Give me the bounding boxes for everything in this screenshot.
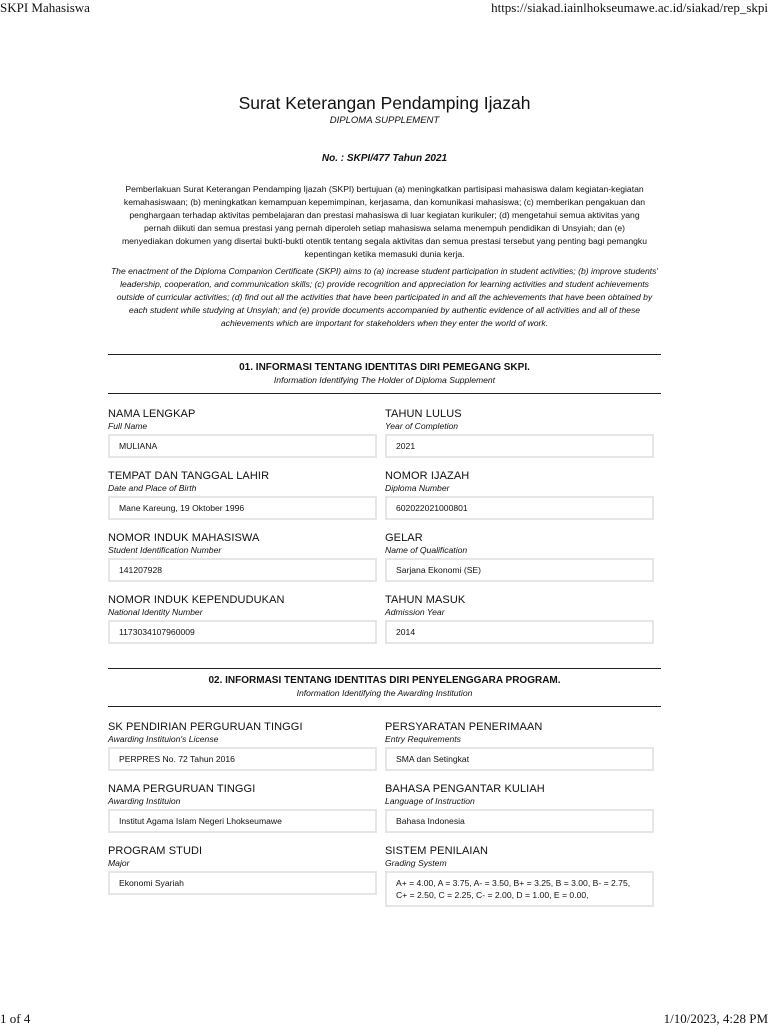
field-label: TAHUN LULUS	[385, 408, 462, 420]
field-value: Institut Agama Islam Negeri Lhokseumawe	[108, 809, 377, 833]
field-label-english: Entry Requirements	[385, 734, 461, 744]
field-value: A+ = 4.00, A = 3.75, A- = 3.50, B+ = 3.25, B = 3.00, B- = 2.75, C+ = 2.50, C = 2.25, C- = 2.00, D = 1.00, E = 0.00,	[385, 871, 654, 907]
field-label-english: Language of Instruction	[385, 796, 475, 806]
field-value: Bahasa Indonesia	[385, 809, 654, 833]
field-label-english: Admission Year	[385, 607, 445, 617]
field-institution-name	[108, 783, 384, 833]
document-number: No. : SKPI/477 Tahun 2021	[321, 153, 448, 164]
field-label-english: Grading System	[385, 858, 447, 868]
field-value: MULIANA	[108, 434, 377, 458]
field-value: 1173034107960009	[108, 620, 377, 644]
field-value: 602022021000801	[385, 496, 654, 520]
field-label: NOMOR INDUK KEPENDUDUKAN	[108, 594, 285, 606]
field-entry-requirements	[385, 721, 661, 771]
field-value: Mane Kareung, 19 Oktober 1996	[108, 496, 377, 520]
print-header-title: SKPI Mahasiswa	[0, 0, 90, 15]
field-birth-place-date	[108, 470, 384, 520]
intro-paragraph-english: The enactment of the Diploma Companion Certificate (SKPI) aims to (a) increase student participation in student activities; (b) improve students' leadership, cooperation, and communication skills; (c) provide recognition and appreciation for learning activities and student achievements outside of curricular activities; (d) find out all the activities that have been participated in and all the achievements that have been obtained by each student while studying at Unsyiah; and (e) provide documents accompanied by authentic evidence of all activities and all of these achievements which are important for stakeholders when they enter the world of work.	[110, 266, 659, 329]
field-value: 2021	[385, 434, 654, 458]
field-label-english: Student Identification Number	[108, 545, 222, 555]
section-2-top-rule	[108, 668, 661, 669]
section-1-top-rule	[108, 354, 661, 355]
field-student-id	[108, 532, 384, 582]
field-label: NOMOR INDUK MAHASISWA	[108, 532, 260, 544]
field-grading-system	[385, 845, 661, 907]
field-label: PERSYARATAN PENERIMAAN	[385, 721, 543, 733]
print-footer-page: 1 of 4	[0, 1011, 31, 1026]
field-value: 141207928	[108, 558, 377, 582]
field-label-english: Name of Qualification	[385, 545, 468, 555]
section-1-subtitle: Information Identifying The Holder of Diploma Supplement	[273, 375, 496, 385]
field-label: PROGRAM STUDI	[108, 845, 203, 857]
field-label-english: Diploma Number	[385, 483, 450, 493]
field-year-of-completion	[385, 408, 661, 458]
field-label-english: Date and Place of Birth	[108, 483, 197, 493]
section-1-title: 01. INFORMASI TENTANG IDENTITAS DIRI PEMEGANG SKPI.	[239, 362, 530, 373]
field-label-english: Full Name	[108, 421, 148, 431]
field-label: GELAR	[385, 532, 423, 544]
section-2-subtitle: Information Identifying the Awarding Institution	[296, 688, 473, 698]
field-major	[108, 845, 384, 895]
section-2-bottom-rule	[108, 706, 661, 707]
intro-paragraph-indonesian: Pemberlakuan Surat Keterangan Pendamping Ijazah (SKPI) bertujuan (a) meningkatkan partisipasi mahasiswa dalam kegiatan-kegiatan kemahasiswaan; (b) meningkatkan kemampuan kepemimpinan, kerjasama, dan komunikasi mahasiswa; (c) memberikan pengakuan dan penghargaan terhadap aktivitas pembelajaran dan prestasi mahasiswa di luar kegiatan kurikuler; (d) mengetahui semua aktivitas yang pernah diikuti dan semua prestasi yang pernah diperoleh setiap mahasiswa selama menempuh pendidikan di Unsyiah; dan (e) menyediakan dokumen yang disertai bukti-bukti otentik tentang segala aktivitas dan semua prestasi tersebut yang penting bagi pemangku kepentingan ketika memasuki dunia kerja.	[121, 184, 648, 260]
field-institution-license	[108, 721, 384, 771]
field-full-name	[108, 408, 384, 458]
field-language-of-instruction	[385, 783, 661, 833]
field-value: PERPRES No. 72 Tahun 2016	[108, 747, 377, 771]
print-footer-datetime: 1/10/2023, 4:28 PM	[663, 1011, 768, 1026]
field-value: 2014	[385, 620, 654, 644]
field-label-english: Year of Completion	[385, 421, 459, 431]
field-label: TEMPAT DAN TANGGAL LAHIR	[108, 470, 270, 482]
field-value: Ekonomi Syariah	[108, 871, 377, 895]
section-2-title: 02. INFORMASI TENTANG IDENTITAS DIRI PENYELENGGARA PROGRAM.	[208, 675, 561, 686]
field-label: NOMOR IJAZAH	[385, 470, 470, 482]
section-1-bottom-rule	[108, 393, 661, 394]
field-qualification	[385, 532, 661, 582]
field-label-english: National Identity Number	[108, 607, 203, 617]
field-label: TAHUN MASUK	[385, 594, 466, 606]
document-title: Surat Keterangan Pendamping Ijazah	[238, 93, 531, 113]
field-label: NAMA LENGKAP	[108, 408, 196, 420]
field-value: SMA dan Setingkat	[385, 747, 654, 771]
field-label: NAMA PERGURUAN TINGGI	[108, 783, 256, 795]
field-label-english: Major	[108, 858, 130, 868]
field-label: BAHASA PENGANTAR KULIAH	[385, 783, 545, 795]
field-label-english: Awarding Instituion's License	[108, 734, 219, 744]
field-label: SK PENDIRIAN PERGURUAN TINGGI	[108, 721, 303, 733]
field-value: Sarjana Ekonomi (SE)	[385, 558, 654, 582]
field-label: SISTEM PENILAIAN	[385, 845, 489, 857]
print-header-url: https://siakad.iainlhokseumawe.ac.id/siakad/rep_skpi	[491, 0, 768, 15]
field-label-english: Awarding Instituion	[108, 796, 181, 806]
document-subtitle: DIPLOMA SUPPLEMENT	[329, 115, 440, 126]
field-diploma-number	[385, 470, 661, 520]
field-admission-year	[385, 594, 661, 644]
field-national-id	[108, 594, 384, 644]
